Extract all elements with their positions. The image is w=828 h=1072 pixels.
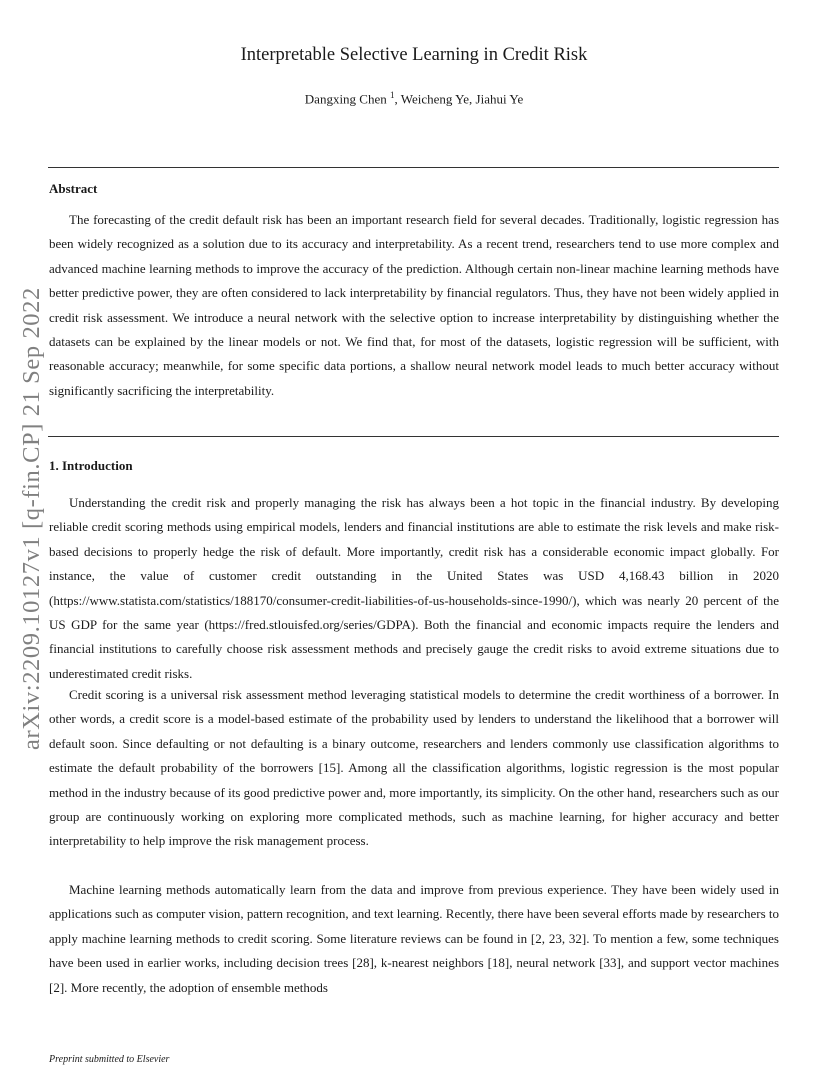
affiliation-mark: 1 [390,90,395,100]
paper-title: Interpretable Selective Learning in Credit Risk [240,45,588,65]
author-line [0,90,828,107]
intro-paragraph-3: Machine learning methods automatically learn from the data and improve from previous experience. They have been widely used in applications such as computer vision, pattern recognition, and text learning. Recently, there have been several efforts made by researchers to apply machine learning methods to credit scoring. Some literature reviews can be found in [2, 23, 32]. To mention a few, some techniques have been used in earlier works, including decision trees [28], k-nearest neighbors [18], neural network [33], and support vector machines [2]. More recently, the adoption of ensemble methods [49,882,779,995]
abstract-bottom-rule [48,436,779,437]
intro-paragraph-1: Understanding the credit risk and properly managing the risk has always been a hot topic in the financial industry. By developing reliable credit scoring methods using empirical models, lenders and financial institutions are able to estimate the risk levels and make risk-based decisions to properly hedge the risk of default. More importantly, credit risk has a considerable economic impact globally. For instance, the value of customer credit outstanding in the United States was USD 4,168.43 billion in 2020 (https://www.statista.com/statistics/188170/consumer-credit-liabilities-of-us-households-since-1990/), which was nearly 20 percent of the US GDP for the same year (https://fred.stlouisfed.org/series/GDPA). Both the financial and economic impacts require the lenders and financial institutions to carefully choose risk assessment methods and precisely gauge the credit risks to avoid extreme situations due to underestimated credit risks. [49,495,779,681]
section-heading-introduction: 1. Introduction [49,458,133,473]
preprint-footer: Preprint submitted to Elsevier [49,1054,170,1065]
author-rest: , Weicheng Ye, Jiahui Ye [394,91,524,107]
abstract-heading: Abstract [49,181,98,196]
top-rule [48,167,779,168]
author-first: Dangxing Chen [304,91,387,107]
arxiv-sidebar-stamp: arXiv:2209.10127v1 [q-fin.CP] 21 Sep 2022 [18,287,45,750]
intro-paragraph-2: Credit scoring is a universal risk assessment method leveraging statistical models to determine the credit worthiness of a borrower. In other words, a credit score is a model-based estimate of the probability used by lenders to understand the likelihood that a borrower will default soon. Since defaulting or not defaulting is a binary outcome, researchers and lenders commonly use classification algorithms to estimate the default probability of the borrowers [15]. Among all the classification algorithms, logistic regression is the most popular method in the industry because of its good predictive power and, more importantly, its simplicity. On the other hand, researchers such as our group are continuously working on exploring more complicated methods, such as machine learning, for higher accuracy and better interpretability to help improve the risk management process. [49,687,779,849]
abstract-text: The forecasting of the credit default risk has been an important research field for several decades. Traditionally, logistic regression has been widely recognized as a solution due to its accuracy and interpretability. As a recent trend, researchers tend to use more complex and advanced machine learning methods to improve the accuracy of the prediction. Although certain non-linear machine learning methods have better predictive power, they are often considered to lack interpretability by financial regulators. Thus, they have not been widely applied in credit risk assessment. We introduce a neural network with the selective option to increase interpretability by distinguishing whether the datasets can be explained by the linear models or not. We find that, for most of the datasets, logistic regression will be sufficient, with reasonable accuracy; meanwhile, for some specific data portions, a shallow neural network model leads to much better accuracy without significantly sacrificing the interpretability. [49,212,779,398]
